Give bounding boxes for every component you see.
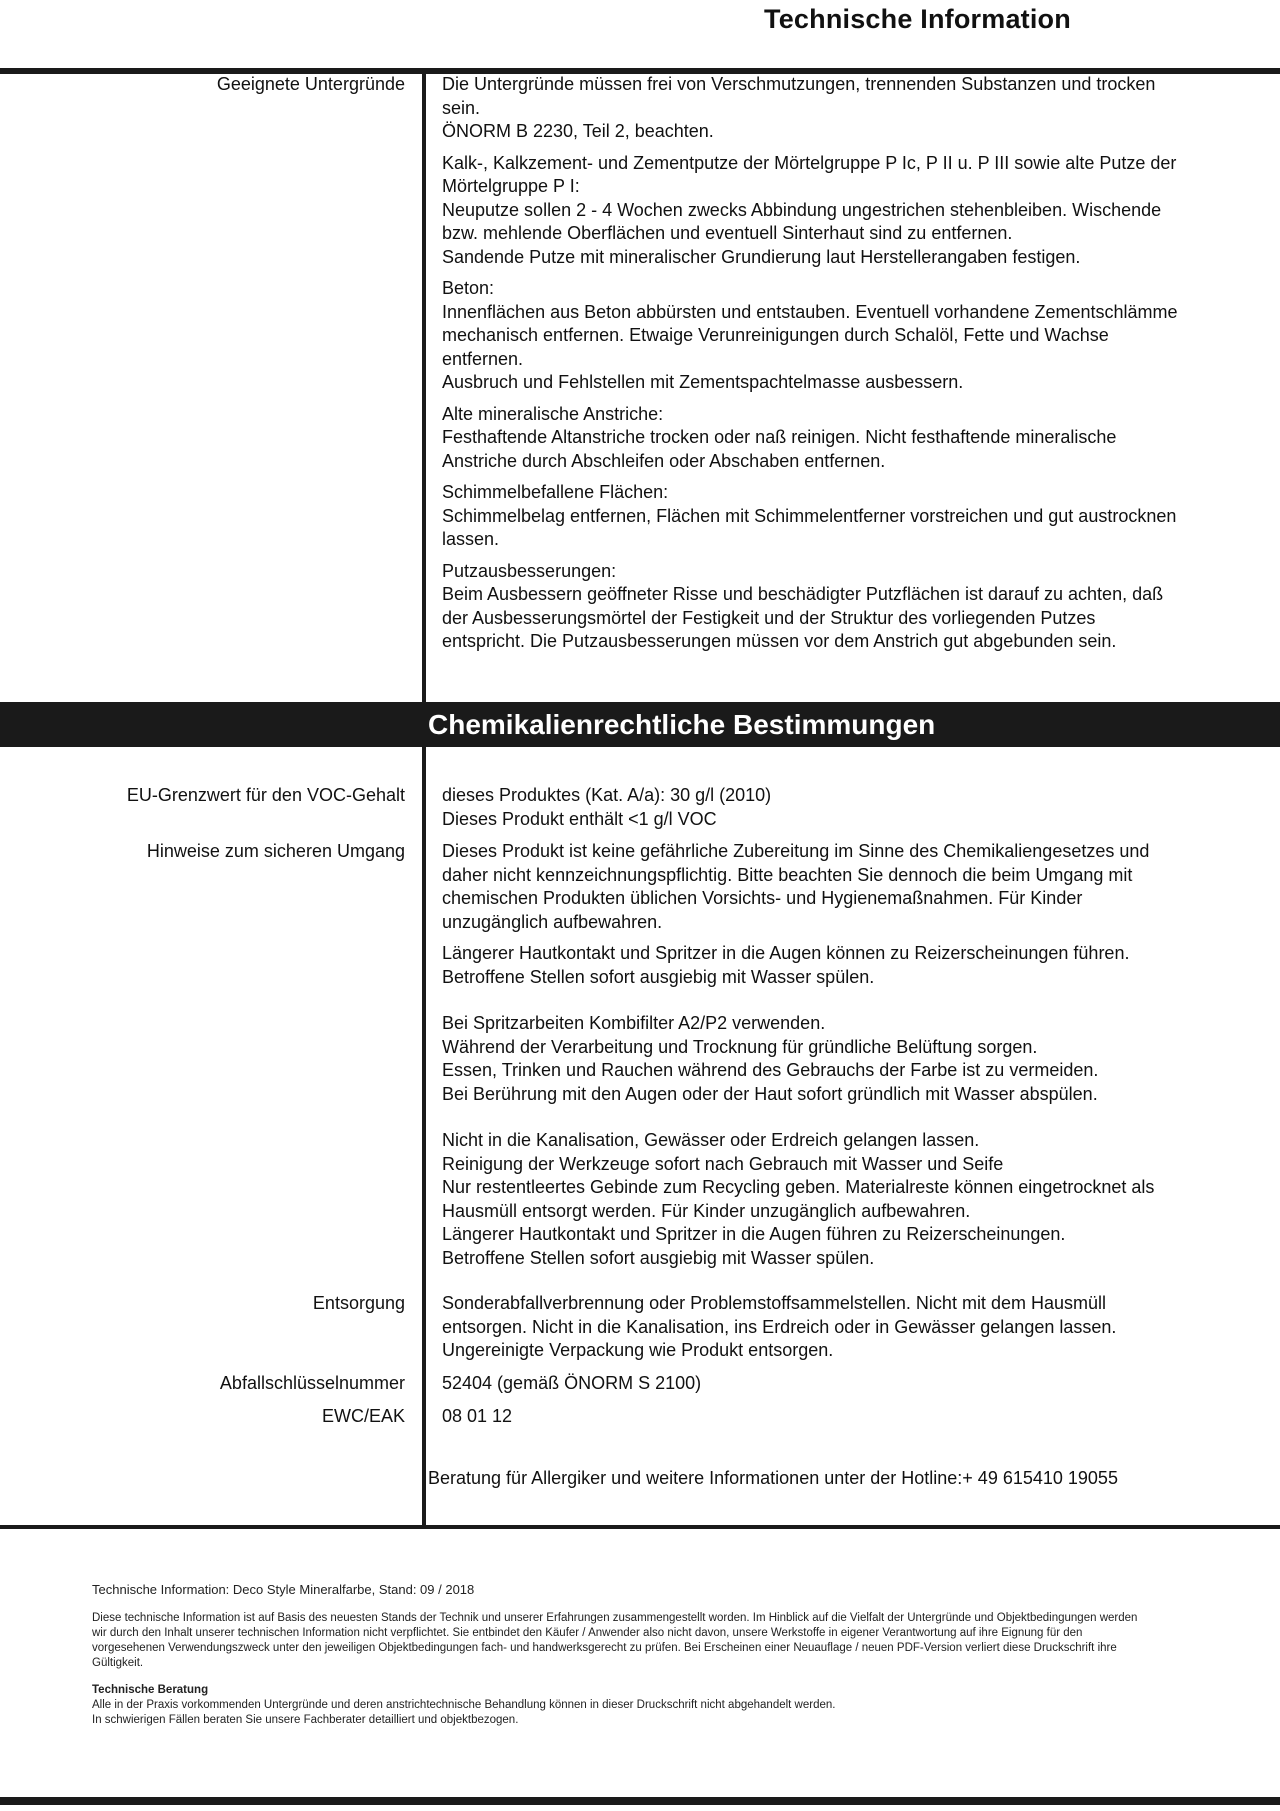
text-line: Festhaftende Altanstriche trocken oder naß reinigen. Nicht festhaftende mineralische bbox=[442, 427, 1117, 447]
paragraph-block bbox=[442, 152, 1242, 270]
text-line: mechanisch entfernen. Etwaige Verunreinigungen durch Schalöl, Fette und Wachse bbox=[442, 325, 1109, 345]
text-line: Bei Berührung mit den Augen oder der Haut sofort gründlich mit Wasser abspülen. bbox=[442, 1083, 1098, 1104]
text-line: chemischen Produkten üblichen Vorsichts- und Hygienemaßnahmen. Für Kinder bbox=[442, 888, 1083, 908]
text-line: Schimmelbefallene Flächen: bbox=[442, 482, 669, 502]
text-line: entspricht. Die Putzausbesserungen müssen vor dem Anstrich gut abgebunden sein. bbox=[442, 631, 1117, 651]
text-line: Schimmelbelag entfernen, Flächen mit Schimmelentferner vorstreichen und gut austrocknen bbox=[442, 505, 1177, 526]
text-line: Bei Spritzarbeiten Kombifilter A2/P2 verwenden. bbox=[442, 1013, 826, 1033]
hotline-text: Beratung für Allergiker und weitere Informationen unter der Hotline:+ 49 615410 19055 bbox=[428, 1468, 1118, 1488]
text-line: Neuputze sollen 2 - 4 Wochen zwecks Abbindung ungestrichen stehenbleiben. Wischende bbox=[442, 199, 1162, 220]
column-divider-top bbox=[422, 74, 426, 702]
disclaimer-line: wir durch den Inhalt unserer technischen Information nicht verpflichtet. Sie entbindet den Käufer / Anwender also nicht davon, unsere Werkstoffe in eigener Verantwortung auf ihre Eignung für den bbox=[92, 1627, 1083, 1639]
paragraph-block bbox=[442, 560, 1242, 654]
text-line: der Ausbesserungsmörtel der Festigkeit und der Struktur des vorliegenden Putzes bbox=[442, 607, 1096, 628]
text-line: Dieses Produkt ist keine gefährliche Zubereitung im Sinne des Chemikaliengesetzes und bbox=[442, 841, 1150, 861]
text-line: Längerer Hautkontakt und Spritzer in die Augen führen zu Reizerscheinungen. bbox=[442, 1224, 1066, 1244]
footer-advice-text bbox=[92, 1698, 1212, 1728]
text-line: Putzausbesserungen: bbox=[442, 560, 617, 581]
text-line: Hausmüll entsorgt werden. Für Kinder unzugänglich aufbewahren. bbox=[442, 1200, 971, 1221]
text-line: Beton: bbox=[442, 278, 495, 298]
disclaimer-line: Diese technische Information ist auf Basis des neuesten Stands der Technik und unserer Erfahrungen zusammengestellt worden. Im Hinblick auf die Vielfalt der Untergründe und Objektbedingungen werden bbox=[92, 1612, 1138, 1624]
text-line: lassen. bbox=[442, 529, 500, 549]
footer-disclaimer bbox=[92, 1611, 1212, 1671]
text-line: Nur restentleertes Gebinde zum Recycling geben. Materialreste können eingetrocknet als bbox=[442, 1177, 1155, 1197]
text-line: entfernen. bbox=[442, 348, 524, 369]
text-line: Längerer Hautkontakt und Spritzer in die Augen können zu Reizerscheinungen führen. bbox=[442, 943, 1130, 963]
text-line: Alte mineralische Anstriche: bbox=[442, 403, 664, 424]
section-title: Chemikalienrechtliche Bestimmungen bbox=[428, 709, 936, 740]
paragraph-block bbox=[442, 1012, 1242, 1106]
text-line: Sandende Putze mit mineralischer Grundierung laut Herstellerangaben festigen. bbox=[442, 246, 1081, 267]
text-line: Die Untergründe müssen frei von Verschmutzungen, trennenden Substanzen und trocken bbox=[442, 74, 1156, 94]
text-line: Reinigung der Werkzeuge sofort nach Gebrauch mit Wasser und Seife bbox=[442, 1153, 1004, 1174]
paragraph-block bbox=[442, 73, 1242, 144]
waste-code-value: 52404 (gemäß ÖNORM S 2100) bbox=[442, 1373, 702, 1393]
disclaimer-line: vorgesehenen Verwendungszweck unter den jeweiligen Objektbedingungen fach- und handwerksgerecht zu prüfen. Bei Erscheinen einer Neuauflage / neuen PDF-Version verliert diese Druckschrift ihre bbox=[92, 1642, 1117, 1654]
label-waste-code: Abfallschlüsselnummer bbox=[219, 1373, 405, 1393]
paragraph-block bbox=[442, 1129, 1242, 1270]
disposal-line: entsorgen. Nicht in die Kanalisation, ins Erdreich oder in Gewässer gelangen lassen. bbox=[442, 1316, 1117, 1337]
text-line: bzw. mehlende Oberflächen und eventuell Sinterhaut sind zu entfernen. bbox=[442, 223, 1013, 243]
label-suitable-substrates: Geeignete Untergründe bbox=[216, 74, 405, 94]
paragraph-block bbox=[442, 840, 1242, 934]
text-line: Kalk-, Kalkzement- und Zementputze der Mörtelgruppe P Ic, P II u. P III sowie alte Putze der bbox=[442, 152, 1177, 173]
paragraph-block bbox=[442, 481, 1242, 552]
page-title: Technische Information bbox=[764, 4, 1071, 34]
column-divider-bottom bbox=[422, 747, 426, 1525]
label-voc-limit: EU-Grenzwert für den VOC-Gehalt bbox=[126, 785, 405, 805]
voc-line: dieses Produktes (Kat. A/a): 30 g/l (2010) bbox=[442, 785, 772, 805]
paragraph-block bbox=[442, 942, 1242, 989]
text-line: Während der Verarbeitung und Trocknung für gründliche Belüftung sorgen. bbox=[442, 1036, 1038, 1057]
text-line: Beim Ausbessern geöffneter Risse und beschädigter Putzflächen ist darauf zu achten, daß bbox=[442, 584, 1164, 604]
voc-text bbox=[442, 784, 1242, 831]
footer-advice-title: Technische Beratung bbox=[92, 1684, 209, 1696]
content-bottom-divider bbox=[0, 1525, 1280, 1529]
text-line: Betroffene Stellen sofort ausgiebig mit Wasser spülen. bbox=[442, 966, 875, 987]
text-line: Essen, Trinken und Rauchen während des Gebrauchs der Farbe ist zu vermeiden. bbox=[442, 1060, 1099, 1080]
paragraph-block bbox=[442, 403, 1242, 474]
text-line: unzugänglich aufbewahren. bbox=[442, 911, 663, 932]
text-line: daher nicht kennzeichnungspflichtig. Bitte beachten Sie dennoch die beim Umgang mit bbox=[442, 864, 1133, 885]
text-line: Mörtelgruppe P I: bbox=[442, 176, 580, 196]
text-line: sein. bbox=[442, 97, 481, 118]
disposal-text bbox=[442, 1292, 1242, 1363]
text-line: Anstriche durch Abschleifen oder Abschaben entfernen. bbox=[442, 450, 886, 471]
footer-info-title: Technische Information: Deco Style Mineralfarbe, Stand: 09 / 2018 bbox=[92, 1582, 475, 1597]
disposal-line: Ungereinigte Verpackung wie Produkt entsorgen. bbox=[442, 1340, 834, 1360]
advice-line: Alle in der Praxis vorkommenden Untergründe und deren anstrichtechnische Behandlung können in dieser Druckschrift nicht abgehandelt werden. bbox=[92, 1699, 836, 1711]
ewc-value: 08 01 12 bbox=[442, 1406, 513, 1426]
text-line: Ausbruch und Fehlstellen mit Zementspachtelmasse ausbessern. bbox=[442, 372, 964, 392]
text-line: Nicht in die Kanalisation, Gewässer oder Erdreich gelangen lassen. bbox=[442, 1130, 980, 1150]
text-line: Innenflächen aus Beton abbürsten und entstauben. Eventuell vorhandene Zementschlämme bbox=[442, 301, 1178, 322]
label-disposal: Entsorgung bbox=[312, 1293, 405, 1313]
voc-line: Dieses Produkt enthält <1 g/l VOC bbox=[442, 808, 717, 829]
label-ewc: EWC/EAK bbox=[321, 1406, 405, 1426]
text-line: ÖNORM B 2230, Teil 2, beachten. bbox=[442, 121, 714, 141]
handling-text bbox=[442, 840, 1242, 1270]
paragraph-block bbox=[442, 277, 1242, 395]
surfaces-text bbox=[442, 73, 1242, 654]
disclaimer-line: Gültigkeit. bbox=[92, 1657, 144, 1669]
text-line: Betroffene Stellen sofort ausgiebig mit Wasser spülen. bbox=[442, 1247, 875, 1268]
advice-line: In schwierigen Fällen beraten Sie unsere Fachberater detailliert und objektbezogen. bbox=[92, 1714, 519, 1726]
label-safe-handling: Hinweise zum sicheren Umgang bbox=[146, 841, 405, 861]
disposal-line: Sonderabfallverbrennung oder Problemstoffsammelstellen. Nicht mit dem Hausmüll bbox=[442, 1293, 1106, 1313]
page-bottom-bar bbox=[0, 1797, 1280, 1805]
